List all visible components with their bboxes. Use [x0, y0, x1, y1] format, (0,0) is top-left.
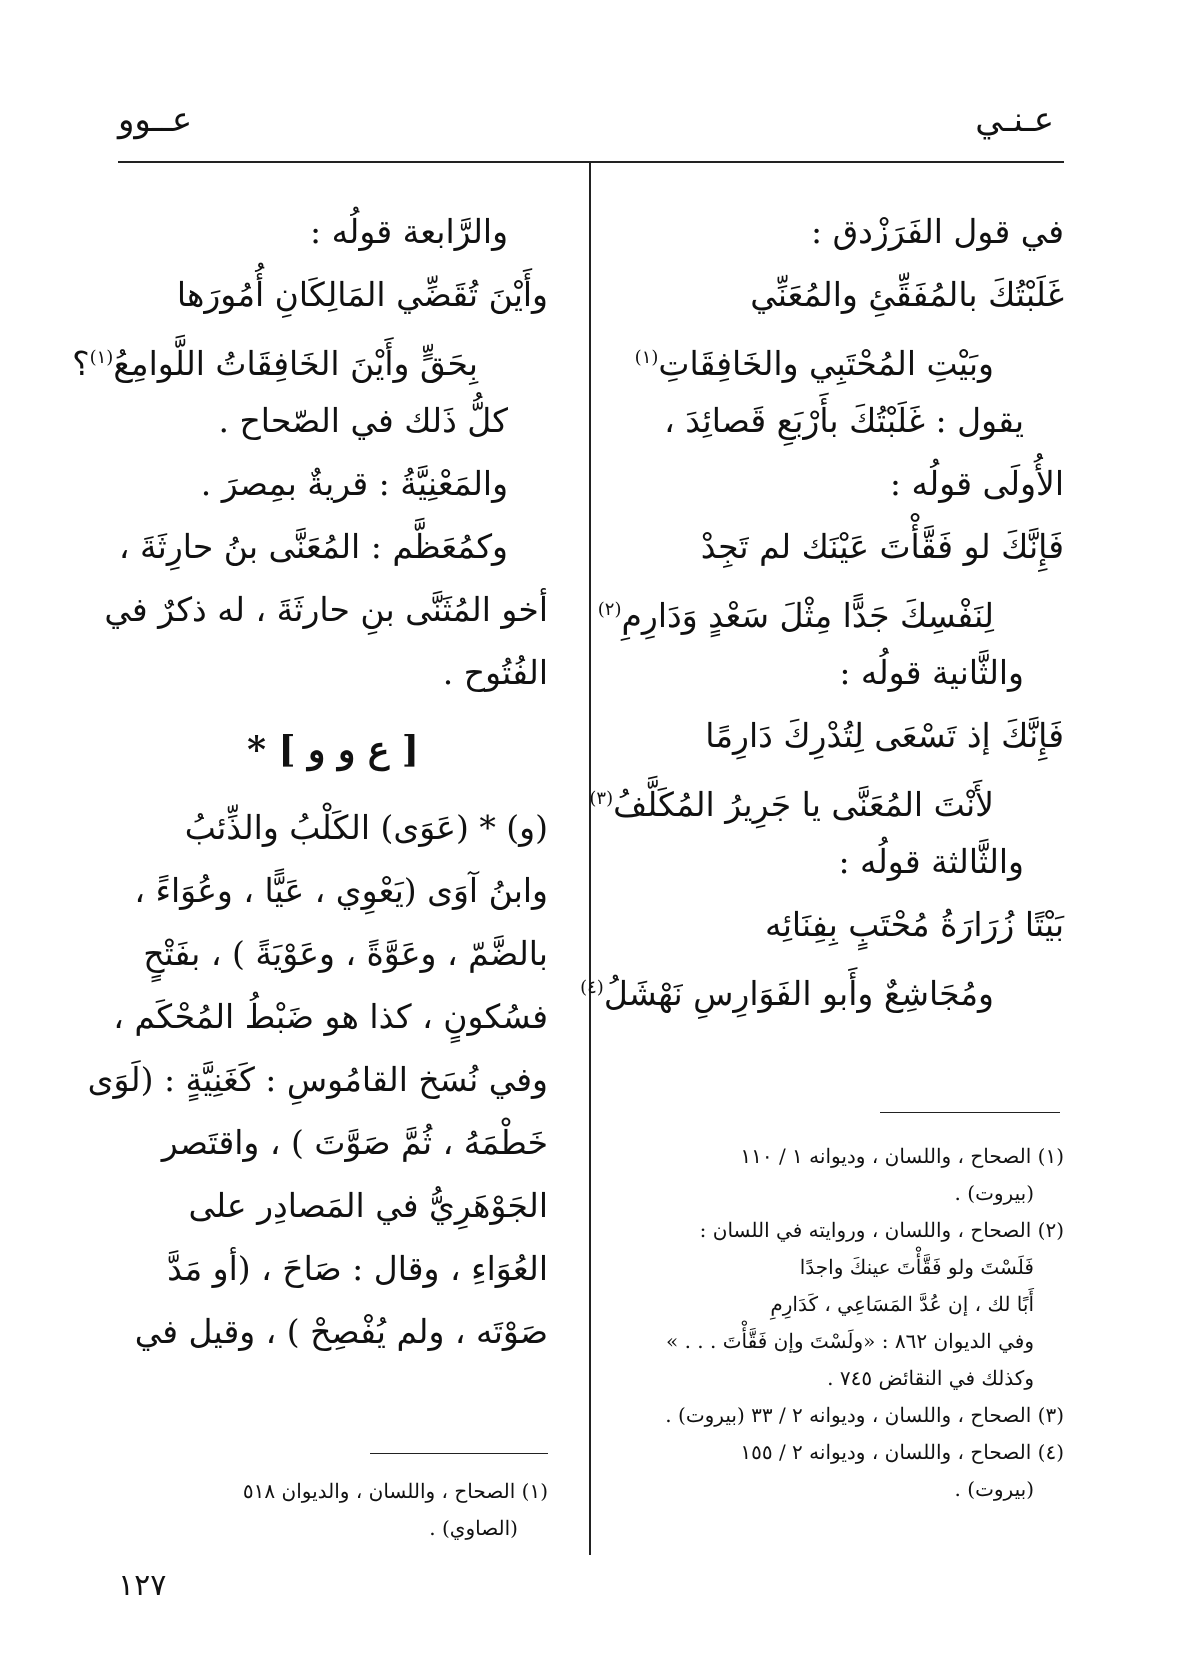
verse-text: وبَيْتِ المُحْتَبِي والخَافِقَاتِ [658, 344, 994, 383]
verse-text: لِنَفْسِكَ جَدًّا مِثْلَ سَعْدٍ وَدَارِمِ [621, 596, 994, 635]
footnote: (١) الصحاح ، واللسان ، والديوان ٥١٨ [242, 1479, 548, 1503]
verse-line: فَإِنَّكَ إذ تَسْعَى لِتُدْرِكَ دَارِمًا [705, 716, 1064, 755]
footnotes-left [118, 1475, 548, 1549]
verse-line: بَيْتًا زُرَارَةُ مُحْتَبٍ بِفِنَائِه [765, 905, 1064, 944]
verse-line: غَلَبْتُكَ بالمُفَقِّئِ والمُعَنِّي [750, 275, 1064, 314]
footnote: (الصاوي) . [429, 1516, 518, 1540]
text-line: أخو المُثَنَّى بنِ حارثَةَ ، له ذكرٌ في [104, 590, 548, 629]
text-line: وابنُ آوَى (يَعْوِي ، عَيًّا ، وعُوَاءً ، [134, 871, 548, 910]
footnote-mark: (١) [89, 347, 114, 368]
column-divider [589, 163, 591, 1555]
text-line: فسُكونٍ ، كذا هو ضَبْطُ المُحْكَم ، [113, 997, 548, 1036]
text-line: الجَوْهَرِيُّ في المَصادِر على [188, 1186, 548, 1225]
left-column [72, 200, 548, 1363]
footnote: (٤) الصحاح ، واللسان ، وديوانه ٢ / ١٥٥ [740, 1440, 1064, 1464]
footnote: فَلَسْتَ ولو فَقَّأْتَ عينكَ واجدًا [799, 1255, 1034, 1279]
verse-line: فَإِنَّكَ لو فَقَّأْتَ عَيْنَك لم تَجِدْ [700, 527, 1064, 566]
verse-line: وأَيْنَ تُقَضِّي المَالِكَانِ أُمُورَها [176, 275, 548, 314]
footnote-mark: (٤) [580, 977, 604, 998]
footnote-mark: (١) [634, 347, 659, 368]
footnote-rule [880, 1112, 1060, 1113]
text-line: العُوَاءِ ، وقال : صَاحَ ، (أو مَدَّ [167, 1249, 548, 1288]
text-line: صَوْتَه ، ولم يُفْصِحْ ) ، وقيل في [134, 1312, 548, 1351]
verse-line [597, 578, 1064, 641]
text-line: والثَّالثة قولُه : [838, 842, 1024, 881]
entry-heading: [ ع و و ] * [247, 729, 419, 771]
verse-text: لأَنْتَ المُعَنَّى يا جَرِيرُ المُكَلَّفُ [613, 785, 994, 824]
text-line: يقول : غَلَبْتُكَ بأَرْبَعِ قَصائِدَ ، [664, 401, 1024, 440]
verse-line [589, 767, 1064, 830]
footnote: وفي الديوان ٨٦٢ : «ولَسْتَ وإن فَقَّأْتَ . . . » [665, 1329, 1034, 1353]
verse-text: بِحَقٍّ وأَيْنَ الخَافِقَاتُ اللَّوامِعُ [113, 344, 478, 383]
verse-line [72, 326, 548, 389]
footnote: (٣) الصحاح ، واللسان ، وديوانه ٢ / ٣٣ (بيروت) . [665, 1403, 1064, 1427]
footnote: أَبًا لك ، إن عُدَّ المَسَاعِي ، كَدَارِمِ [770, 1292, 1034, 1316]
header-rule [118, 161, 1064, 163]
text-line: والثَّانية قولُه : [839, 653, 1024, 692]
text-line: الفُتُوح . [442, 653, 548, 692]
text-line: خَطْمَهُ ، ثُمَّ صَوَّتَ ) ، واقتَصر [161, 1123, 548, 1162]
text-line: والمَعْنِيَّةُ : قريةٌ بمِصرَ . [200, 464, 508, 503]
text-line: في قول الفَرَزْدق : [810, 212, 1064, 251]
verse-line [580, 956, 1064, 1019]
text-line: وفي نُسَخ القامُوسِ : كَغَنِيَّةٍ : (لَوَى [87, 1060, 548, 1099]
footnotes-right [620, 1140, 1064, 1510]
footnote: (١) الصحاح ، واللسان ، وديوانه ١ / ١١٠ [740, 1144, 1064, 1168]
page-number: ١٢٧ [118, 1568, 167, 1603]
text-line: الأُولَى قولُه : [889, 464, 1064, 503]
text-line: (و) * (عَوَى) الكَلْبُ والذِّئبُ [184, 808, 548, 847]
text-line: وكمُعَظَّم : المُعَنَّى بنُ حارِثَةَ ، [118, 527, 508, 566]
right-column [580, 200, 1064, 1019]
footnote-mark: (٣) [589, 788, 614, 809]
verse-line [620, 326, 1064, 389]
footnote: وكذلك في النقائض ٧٤٥ . [827, 1366, 1034, 1390]
footnote: (٢) الصحاح ، واللسان ، وروايته في اللسان : [699, 1218, 1064, 1242]
footnote: (بيروت) . [954, 1181, 1034, 1205]
text-line: بالضَّمّ ، وعَوَّةً ، وعَوْيَةً ) ، بفَتْحٍ [143, 934, 548, 973]
text-line: كلُّ ذَلك في الصّحاح . [218, 401, 508, 440]
text-line: والرَّابعة قولُه : [310, 212, 508, 251]
footnote-mark: (٢) [597, 599, 622, 620]
footnote: (بيروت) . [954, 1477, 1034, 1501]
footnote-rule [370, 1453, 548, 1454]
verse-text: ومُجَاشِعٌ وأَبو الفَوَارِسِ نَهْشَلُ [603, 974, 994, 1013]
question-mark: ؟ [72, 344, 90, 383]
running-header-left: عــوو [118, 100, 193, 140]
running-header-right: عـنـي [975, 100, 1054, 140]
